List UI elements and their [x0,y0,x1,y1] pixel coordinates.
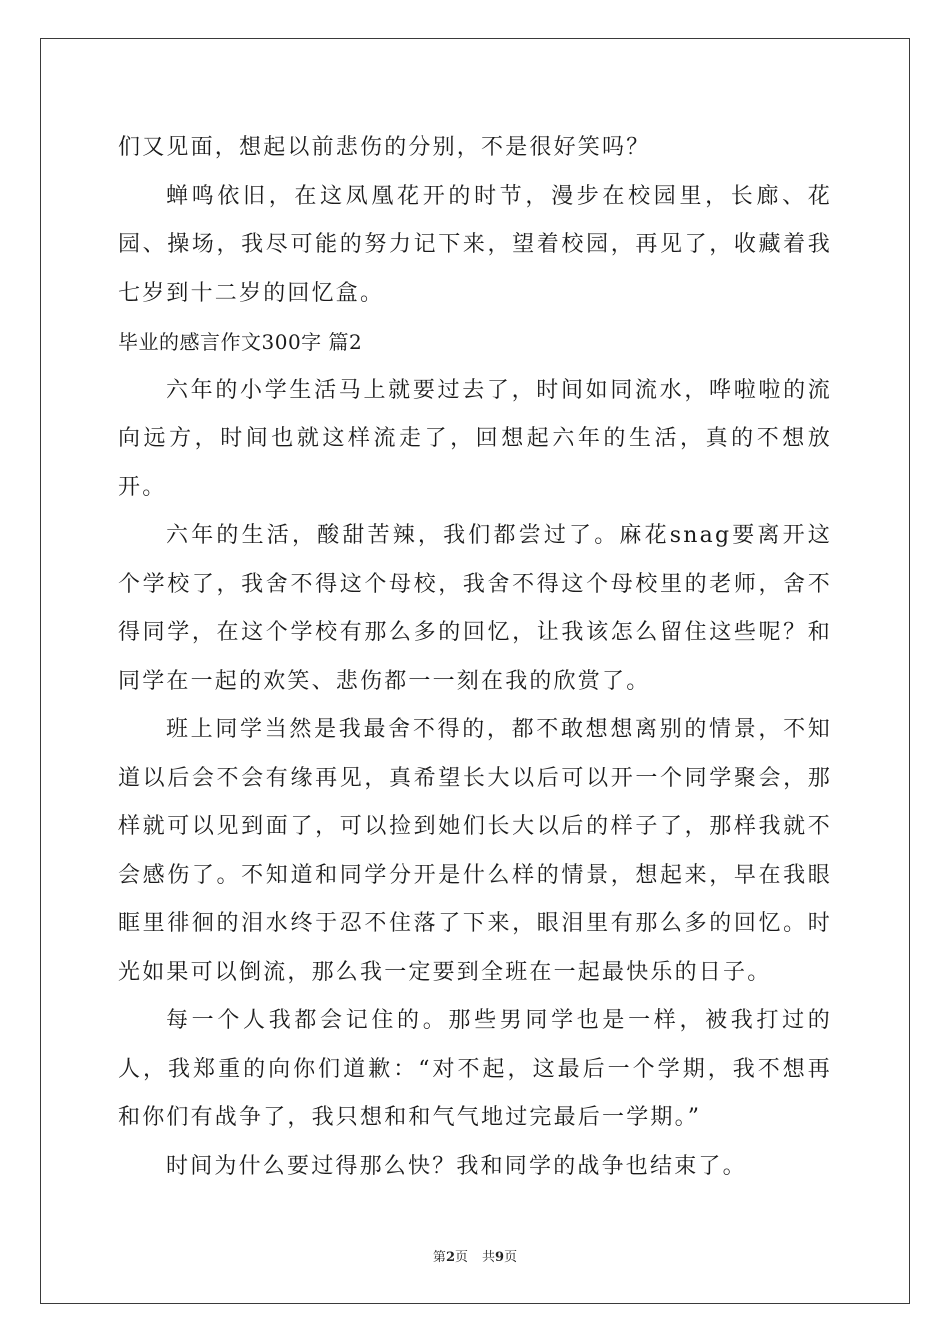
total-pages: 9 [495,1250,505,1265]
paragraph-3: 六年的小学生活马上就要过去了，时间如同流水，哗啦啦的流向远方，时间也就这样流走了，回想起六年的生活，真的不想放开。 [118,377,832,500]
total-suffix: 页 [504,1250,518,1265]
page-footer [0,1246,950,1265]
page-prefix: 第 [432,1250,446,1265]
paragraph-1: 们又见面，想起以前悲伤的分别，不是很好笑吗？ [118,135,651,160]
paragraph-5: 班上同学当然是我最舍不得的，都不敢想想离别的情景，不知道以后会不会有缘再见，真希望长大以后可以开一个同学聚会，那样就可以见到面了，可以捡到她们长大以后的样子了，那样我就不会感伤了。不知道和同学分开是什么样的情景，想起来，早在我眼眶里徘徊的泪水终于忍不住落了下来，眼泪里有那么多的回忆。时光如果可以倒流，那么我一定要到全班在一起最快乐的日子。 [118,717,832,985]
section-heading: 毕业的感言作文300字 篇2 [118,330,363,354]
document-body [118,124,832,1191]
paragraph-4: 六年的生活，酸甜苦辣，我们都尝过了。麻花snag要离开这个学校了，我舍不得这个母校，我舍不得这个母校里的老师，舍不得同学，在这个学校有那么多的回忆，让我该怎么留住这些呢？和同学在一起的欢笑、悲伤都一一刻在我的欣赏了。 [118,523,832,694]
paragraph-6: 每一个人我都会记住的。那些男同学也是一样，被我打过的人，我郑重的向你们道歉：“对不起，这最后一个学期，我不想再和你们有战争了，我只想和和气气地过完最后一学期。” [118,1008,832,1130]
paragraph-2: 蝉鸣依旧，在这凤凰花开的时节，漫步在校园里，长廊、花园、操场，我尽可能的努力记下来，望着校园，再见了，收藏着我七岁到十二岁的回忆盒。 [118,183,832,306]
page-number: 2 [445,1250,455,1265]
paragraph-7: 时间为什么要过得那么快？我和同学的战争也结束了。 [166,1153,747,1179]
total-prefix: 共 [482,1250,496,1265]
page-suffix: 页 [454,1250,468,1265]
